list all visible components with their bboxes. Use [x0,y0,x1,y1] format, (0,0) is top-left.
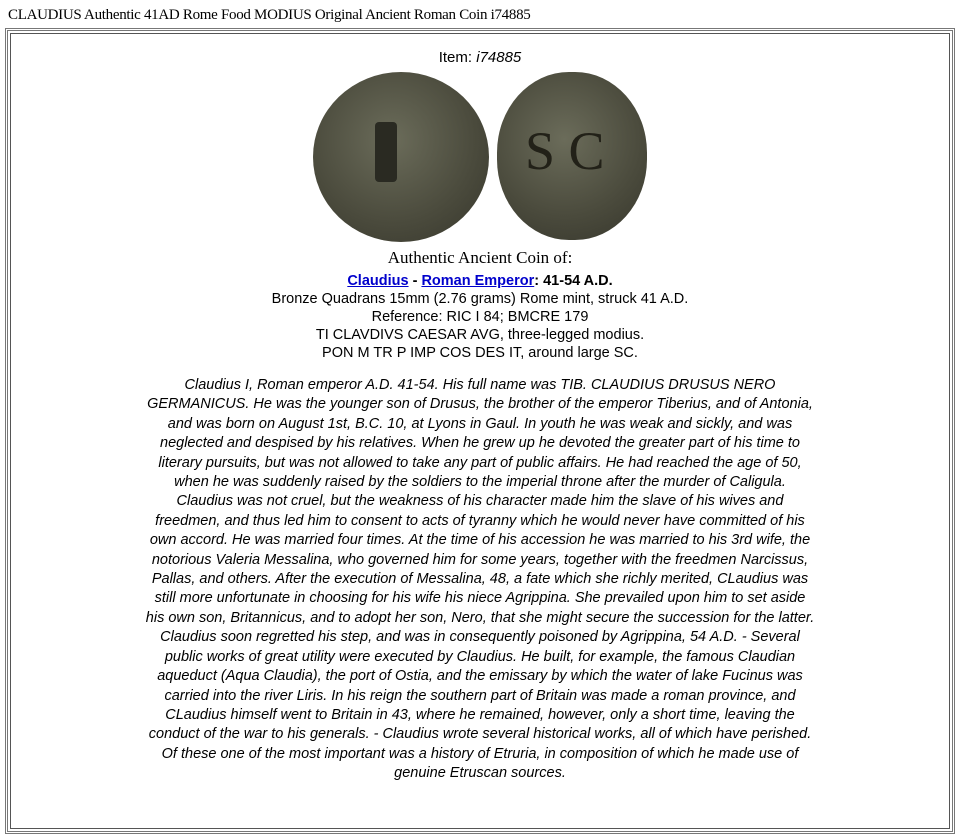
coin-images [11,72,949,244]
coin-details-1: Reference: RIC I 84; BMCRE 179 [371,309,589,325]
roman-emperor-link[interactable]: Roman Emperor [421,273,535,289]
coin-details-3: PON M TR P IMP COS DES IT, around large SC. [322,345,638,361]
biography-paragraph: Claudius I, Roman emperor A.D. 41-54. His full name was TIB. CLAUDIUS DRUSUS NERO GERMANICUS. He was the younger son of Drusus, the brother of the emperor Tiberius, and of Antonia, and was born on August 1st, B.C. 10, at Lyons in Gaul. In youth he was weak and sickly, and was neglected and despised by his relatives. When he grew up he devoted the greater part of his time to literary pursuits, but was not allowed to take any part of public affairs. He had reached the age of 50, when he was suddenly raised by the soldiers to the imperial throne after the murder of Caligula. Claudius was not cruel, but the weakness of his character made him the slave of his wives and freedmen, and thus led him to consent to acts of tyranny which he would never have committed of his own accord. He was married four times. At the time of his accession he was married to his 3rd wife, the notorious Valeria Messalina, who governed him for some years, together with the freedmen Narcissus, Pallas, and others. After the execution of Messalina, 48, a fate which she richly merited, CLaudius was still more unfortunate in choosing for his wife his niece Agrippina. She prevailed upon him to set aside his own son, Britannicus, and to adopt her son, Nero, that she might secure the succession for the latter. Claudius soon regretted his step, and was in consequently poisoned by Agrippina, 54 A.D. - Several public works of great utility were executed by Claudius. He built, for example, the famous Claudian aqueduct (Aqua Claudia), the port of Ostia, and the emissary by which the water of lake Fucinus was carried into the river Liris. In his reign the southern part of Britain was made a roman province, and CLaudius himself went to Britain in 43, where he remained, however, only a short time, leaving the conduct of the war to his generals. - Claudius wrote several historical works, all of which have perished. Of these one of the most important was a history of Etruria, in composition of which he made use of genuine Etruscan sources. [145,377,815,782]
coin-reverse-legend: S C [525,121,605,181]
listing-frame [5,28,955,834]
coin-details-2: TI CLAVDIVS CAESAR AVG, three-legged modius. [315,327,645,343]
coin-heading: Authentic Ancient Coin of: [387,248,573,267]
coin-reverse-image [497,72,647,240]
page-title: CLAUDIUS Authentic 41AD Rome Food MODIUS Original Ancient Roman Coin i74885 [8,7,531,23]
item-label: Item: [438,49,473,66]
separator: - [408,273,422,289]
listing-content [10,33,950,829]
reign-dates: : 41-54 A.D. [534,273,613,289]
item-id-line [11,49,949,66]
claudius-link[interactable]: Claudius [347,273,409,289]
ruler-line [11,272,949,290]
coin-details-0: Bronze Quadrans 15mm (2.76 grams) Rome mint, struck 41 A.D. [271,291,689,307]
item-id: i74885 [476,49,522,66]
coin-obverse-image [313,72,489,242]
